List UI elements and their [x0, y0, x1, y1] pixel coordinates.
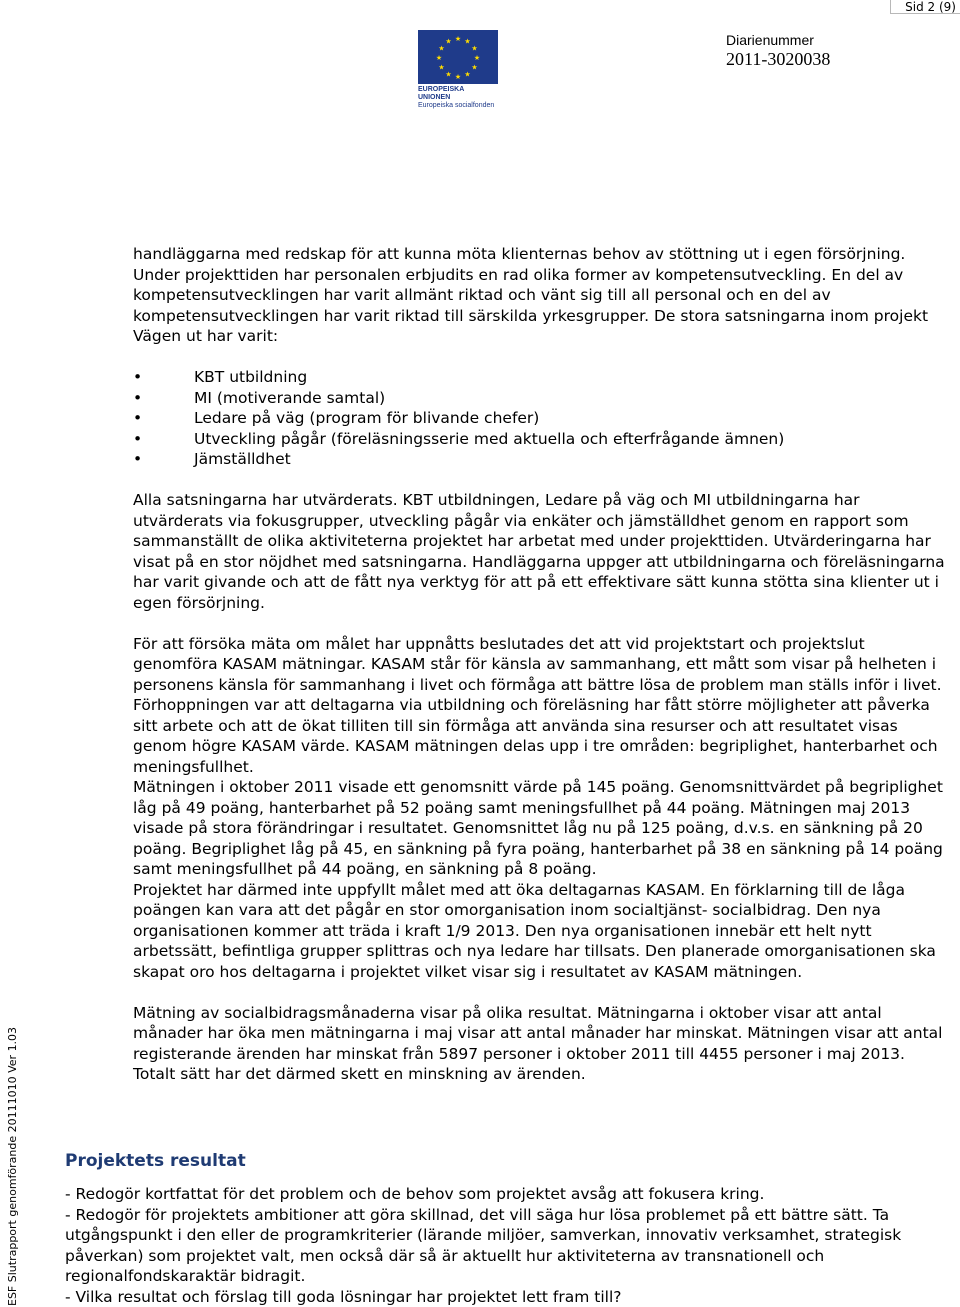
logo-line-2: Europeiska socialfonden [418, 102, 498, 110]
instruction-line: - Redogör för projektets ambitioner att göra skillnad, det vill säga hur lösa problemet på ett bättre sätt. Ta utgångspunkt i den eller de programkriterier (lärande miljöer, samverkan, innovativ verksamhet, strategisk påverkan) som projektet valt, men också där så är aktuellt hur aktiviteterna av transnationell och regionalfondskaraktär bidragit. [65, 1205, 945, 1287]
sidebar-document-version: ESF Slutrapport genomförande 20111010 Ver 1.03 [6, 1027, 20, 1306]
paragraph-kasam-conclusion: Projektet har därmed inte uppfyllt målet med att öka deltagarnas KASAM. En förklarning till de låga poängen kan vara att det pågår en stor omorganisation inom socialtjänst- socialbidrag. Den nya organisationen kommer att träda i kraft 1/9 2013. Den nya organisationen innebär ett helt nytt arbetssätt, befintliga grupper splittras och nya ledare har tillsats. Den planerade omorganisationen ska skapat oro hos deltagarna i projektet vilket visar sig i resultatet av KASAM mätningen. [133, 880, 945, 983]
paragraph-evaluation: Alla satsningarna har utvärderats. KBT utbildningen, Ledare på väg och MI utbildningarna har utvärderats via fokusgrupper, utveckling pågår via enkäter och jämställdhet genom en rapport som sammanställt de olika aktiviteterna projektet har arbetat med under projekttiden. Utvärderingarna har visat på en stor nöjdhet med satsningarna. Handläggarna uppger att utbildningarna och föreläsningarna har varit givande och att de fått nya verktyg för att på ett effektivare sätt kunna stötta sina klienter ut i egen försörjning. [133, 490, 945, 613]
paragraph-kasam-results: Mätningen i oktober 2011 visade ett genomsnitt värde på 145 poäng. Genomsnittvärdet på begriplighet låg på 49 poäng, hanterbarhet på 52 poäng samt meningsfullhet på 44 poäng. Mätningen maj 2013 visade på stora förändringar i resultatet. Genomsnittet låg nu på 125 poäng, d.v.s. en sänkning på 20 poäng. Begriplighet låg på 45, en sänkning på fyra poäng, hanterbarhet på 38 en sänkning på 14 poäng samt meningsfullhet på 44 poäng, en sänkning på 8 poäng. [133, 777, 945, 880]
list-item: • Jämställdhet [133, 449, 945, 470]
eu-flag-icon [418, 30, 498, 86]
instruction-line: - Redogör kortfattat för det problem och de behov som projektet avsåg att fokusera kring. [65, 1184, 945, 1205]
paragraph-kasam-intro: För att försöka mäta om målet har uppnåtts beslutades det att vid projektstart och projektslut genomföra KASAM mätningar. KASAM står för känsla av sammanhang, ett mått som visar på helheten i personens känsla för sammanhang i livet och förmåga att bättre lösa de problem man ställs inför i livet. Förhoppningen var att deltagarna via utbildning och föreläsning har fått större möjligheter att påverka sitt arbete och att de ökat tilliten till sin förmåga att använda sina resurser och att resultatet visas genom högre KASAM värde. KASAM mätningen delas upp i tre områden: begriplighet, hanterbarhet och meningsfullhet. [133, 634, 945, 778]
svg-text:★: ★ [445, 71, 451, 79]
main-content [133, 244, 945, 1085]
logo-line-1: EUROPEISKA UNIONEN [418, 86, 498, 102]
svg-text:★: ★ [471, 64, 477, 72]
svg-text:★: ★ [438, 45, 444, 53]
diarie-block [726, 32, 926, 70]
list-item: • Ledare på väg (program för blivande chefer) [133, 408, 945, 429]
list-item: • KBT utbildning [133, 367, 945, 388]
paragraph-intro: handläggarna med redskap för att kunna möta klienternas behov av stöttning ut i egen försörjning. Under projekttiden har personalen erbjudits en rad olika former av kompetensutveckling. En del av kompetensutvecklingen har varit allmänt riktad och vänt sig till all personal och en del av kompetensutvecklingen har varit riktad till särskilda yrkesgrupper. De stora satsningarna inom projekt Vägen ut har varit: [133, 244, 945, 347]
results-instructions [65, 1184, 945, 1307]
svg-text:★: ★ [474, 54, 480, 62]
svg-text:★: ★ [455, 35, 461, 43]
svg-text:★: ★ [438, 64, 444, 72]
svg-text:★: ★ [455, 73, 461, 81]
section-title-results: Projektets resultat [65, 1151, 246, 1171]
list-item: • Utveckling pågår (föreläsningsserie med aktuella och efterfrågande ämnen) [133, 429, 945, 450]
paragraph-socialbidrag: Mätning av socialbidragsmånaderna visar på olika resultat. Mätningarna i oktober visar att antal månader har öka men mätningarna i maj visar att antal månader har minskat. Mätningen visar att antal registerande ärenden har minskat från 5897 personer i oktober 2011 till 4455 personer i maj 2013. Totalt sätt har det därmed skett en minskning av ärenden. [133, 1003, 945, 1085]
investment-list [133, 367, 945, 470]
svg-text:★: ★ [464, 71, 470, 79]
page-number: Sid 2 (9) [890, 0, 960, 14]
eu-logo [418, 30, 498, 102]
svg-text:★: ★ [471, 45, 477, 53]
eu-logo-text [418, 86, 498, 110]
diarie-number: 2011-3020038 [726, 48, 926, 70]
svg-text:★: ★ [436, 54, 442, 62]
diarie-label: Diarienummer [726, 32, 926, 48]
svg-text:★: ★ [464, 38, 470, 46]
instruction-line: - Vilka resultat och förslag till goda lösningar har projektet lett fram till? [65, 1287, 945, 1307]
svg-text:★: ★ [445, 38, 451, 46]
list-item: • MI (motiverande samtal) [133, 388, 945, 409]
